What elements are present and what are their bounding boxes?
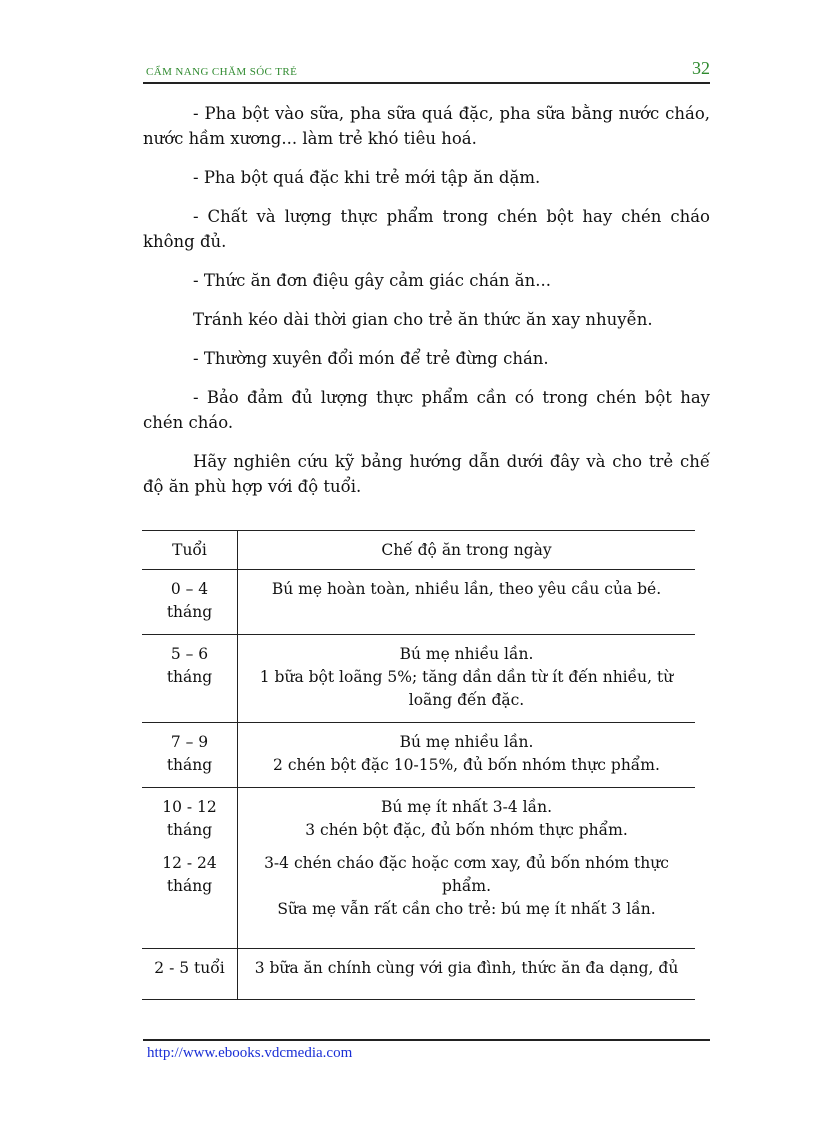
age-cell (142, 949, 238, 1000)
diet-line: Bú mẹ ít nhất 3-4 lần. (380, 798, 553, 816)
diet-cell (238, 949, 696, 1000)
paragraph: - Thức ăn đơn điệu gây cảm giác chán ăn... (193, 271, 551, 290)
paragraph: - Pha bột vào sữa, pha sữa quá đặc, pha sữa bằng nước cháo, nước hầm xương... làm trẻ khó tiêu hoá. (143, 104, 710, 148)
age-cell (142, 788, 238, 853)
age-range: 2 - 5 tuổi (154, 959, 225, 977)
diet-column-header: Chế độ ăn trong ngày (238, 531, 696, 570)
table-header-row (142, 531, 695, 570)
age-range: 10 - 12 (162, 798, 217, 816)
diet-cell (238, 635, 696, 723)
age-cell (142, 570, 238, 635)
paragraph: Tránh kéo dài thời gian cho trẻ ăn thức ăn xay nhuyễn. (193, 310, 653, 329)
table-row (142, 949, 695, 1000)
age-column-header: Tuổi (142, 531, 238, 570)
age-cell (142, 635, 238, 723)
page-header (143, 58, 710, 84)
table-row (142, 788, 695, 853)
diet-table (142, 530, 695, 1000)
paragraph: - Chất và lượng thực phẩm trong chén bột hay chén cháo không đủ. (143, 207, 710, 251)
diet-line: 3 chén bột đặc, đủ bốn nhóm thực phẩm. (305, 821, 628, 839)
paragraph: - Bảo đảm đủ lượng thực phẩm cần có trong chén bột hay chén cháo. (143, 388, 710, 432)
age-cell (142, 723, 238, 788)
age-unit: tháng (166, 821, 213, 839)
age-range: 7 – 9 (170, 733, 209, 751)
age-unit: tháng (166, 877, 213, 895)
age-unit: tháng (166, 603, 213, 621)
age-range: 5 – 6 (170, 645, 209, 663)
diet-line: 1 bữa bột loãng 5%; tăng dần dần từ ít đến nhiều, từ loãng đến đặc. (259, 668, 674, 709)
diet-cell (238, 570, 696, 635)
age-range: 0 – 4 (170, 580, 209, 598)
diet-line: Bú mẹ nhiều lần. (399, 645, 534, 663)
table-row (142, 852, 695, 949)
diet-cell (238, 852, 696, 949)
table-row (142, 635, 695, 723)
age-cell (142, 852, 238, 949)
diet-line: 2 chén bột đặc 10-15%, đủ bốn nhóm thực phẩm. (273, 756, 660, 774)
paragraph: - Thường xuyên đổi món để trẻ đừng chán. (193, 349, 549, 368)
body-text (143, 101, 710, 513)
paragraph: Hãy nghiên cứu kỹ bảng hướng dẫn dưới đây và cho trẻ chế độ ăn phù hợp với độ tuổi. (143, 452, 710, 496)
diet-line: Sữa mẹ vẫn rất cần cho trẻ: bú mẹ ít nhất 3 lần. (277, 900, 656, 918)
diet-line: Bú mẹ hoàn toàn, nhiều lần, theo yêu cầu của bé. (271, 580, 662, 598)
age-unit: tháng (166, 668, 213, 686)
table-row (142, 723, 695, 788)
paragraph: - Pha bột quá đặc khi trẻ mới tập ăn dặm. (193, 168, 541, 187)
diet-cell (238, 723, 696, 788)
header-title: CẨM NANG CHĂM SÓC TRẺ (146, 66, 298, 78)
table-row (142, 570, 695, 635)
age-range: 12 - 24 (162, 854, 217, 872)
diet-line: Bú mẹ nhiều lần. (399, 733, 534, 751)
page-number: 32 (692, 58, 710, 78)
footer-link[interactable]: http://www.ebooks.vdcmedia.com (147, 1045, 353, 1061)
diet-cell (238, 788, 696, 853)
diet-line: 3-4 chén cháo đặc hoặc cơm xay, đủ bốn nhóm thực phẩm. (264, 854, 669, 895)
age-unit: tháng (166, 756, 213, 774)
footer-divider (143, 1039, 710, 1041)
diet-line: 3 bữa ăn chính cùng với gia đình, thức ăn đa dạng, đủ (254, 959, 679, 977)
